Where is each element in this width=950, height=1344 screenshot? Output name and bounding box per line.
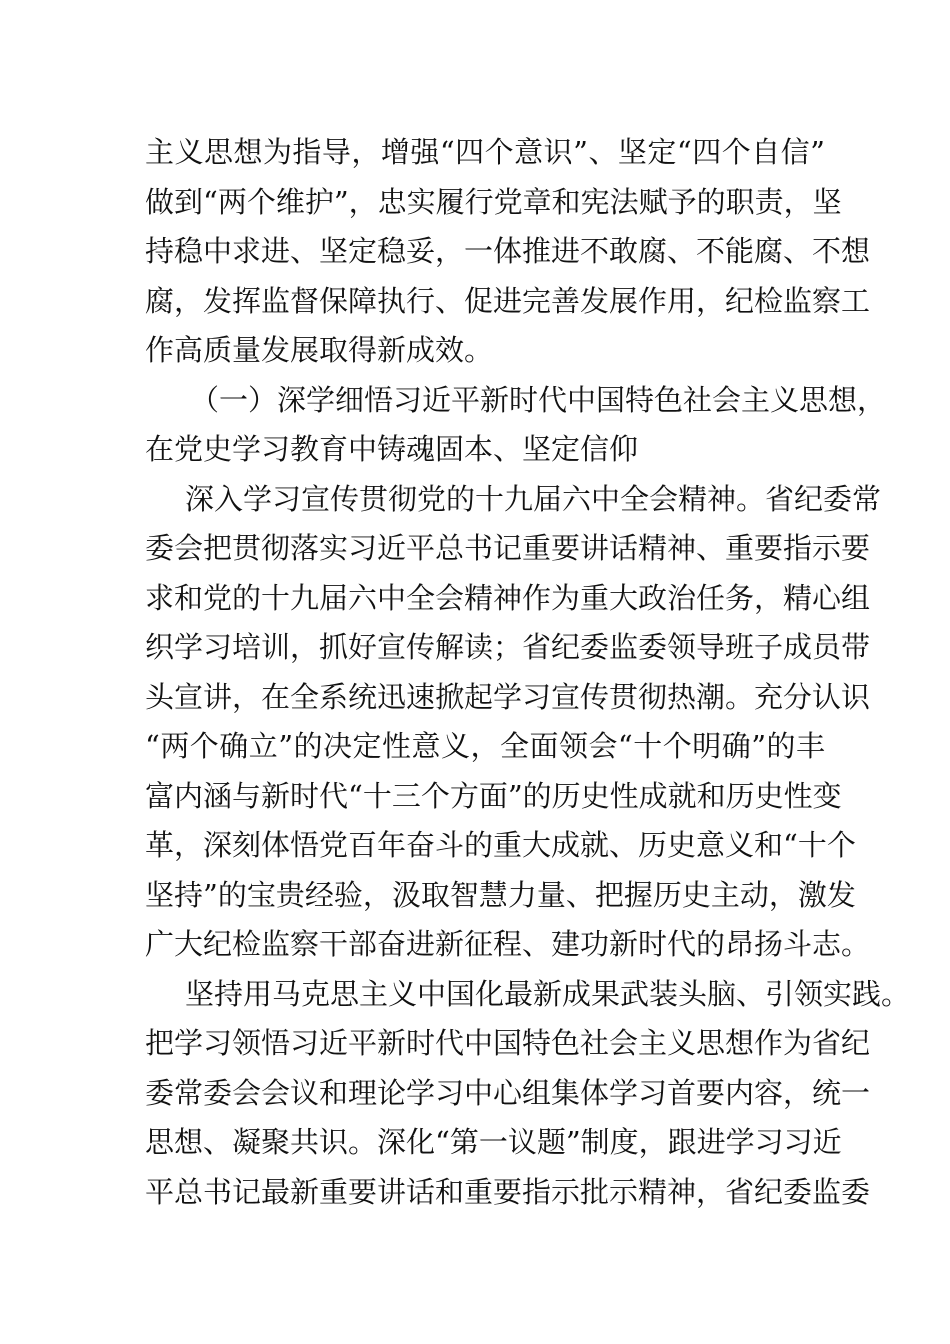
text-line-11: 织学习培训，抓好宣传解读；省纪委监委领导班子成员带 <box>145 630 871 664</box>
text-line-2: 做到“两个维护”，忠实履行党章和宪法赋予的职责，坚 <box>145 185 842 219</box>
text-line-16: 坚持”的宝贵经验，汲取智慧力量、把握历史主动，激发 <box>145 878 856 912</box>
text-line-18: 坚持用马克思主义中国化最新成果武装头脑、引领实践。 <box>185 977 911 1011</box>
text-line-22: 平总书记最新重要讲话和重要指示批示精神，省纪委监委 <box>145 1175 871 1209</box>
section-heading-line-2: 在党史学习教育中铸魂固本、坚定信仰 <box>145 432 639 466</box>
section-heading-line-1: （一）深学细悟习近平新时代中国特色社会主义思想， <box>190 383 887 417</box>
text-line-9: 委会把贯彻落实习近平总书记重要讲话精神、重要指示要 <box>145 531 871 565</box>
text-line-4: 腐，发挥监督保障执行、促进完善发展作用，纪检监察工 <box>145 284 871 318</box>
text-line-10: 求和党的十九届六中全会精神作为重大政治任务，精心组 <box>145 581 871 615</box>
text-line-21: 思想、凝聚共识。深化“第一议题”制度，跟进学习习近 <box>145 1125 842 1159</box>
text-line-14: 富内涵与新时代“十三个方面”的历史性成就和历史性变 <box>145 779 842 813</box>
text-line-15: 革，深刻体悟党百年奋斗的重大成就、历史意义和“十个 <box>145 828 856 862</box>
text-line-13: “两个确立”的决定性意义，全面领会“十个明确”的丰 <box>145 729 825 763</box>
text-line-17: 广大纪检监察干部奋进新征程、建功新时代的昂扬斗志。 <box>145 927 871 961</box>
text-line-5: 作高质量发展取得新成效。 <box>145 333 494 367</box>
text-line-20: 委常委会会议和理论学习中心组集体学习首要内容，统一 <box>145 1076 871 1110</box>
text-line-12: 头宣讲，在全系统迅速掀起学习宣传贯彻热潮。充分认识 <box>145 680 871 714</box>
text-line-19: 把学习领悟习近平新时代中国特色社会主义思想作为省纪 <box>145 1026 871 1060</box>
text-line-1: 主义思想为指导，增强“四个意识”、坚定“四个自信” <box>145 135 825 169</box>
text-line-3: 持稳中求进、坚定稳妥，一体推进不敢腐、不能腐、不想 <box>145 234 871 268</box>
text-line-8: 深入学习宣传贯彻党的十九届六中全会精神。省纪委常 <box>185 482 882 516</box>
